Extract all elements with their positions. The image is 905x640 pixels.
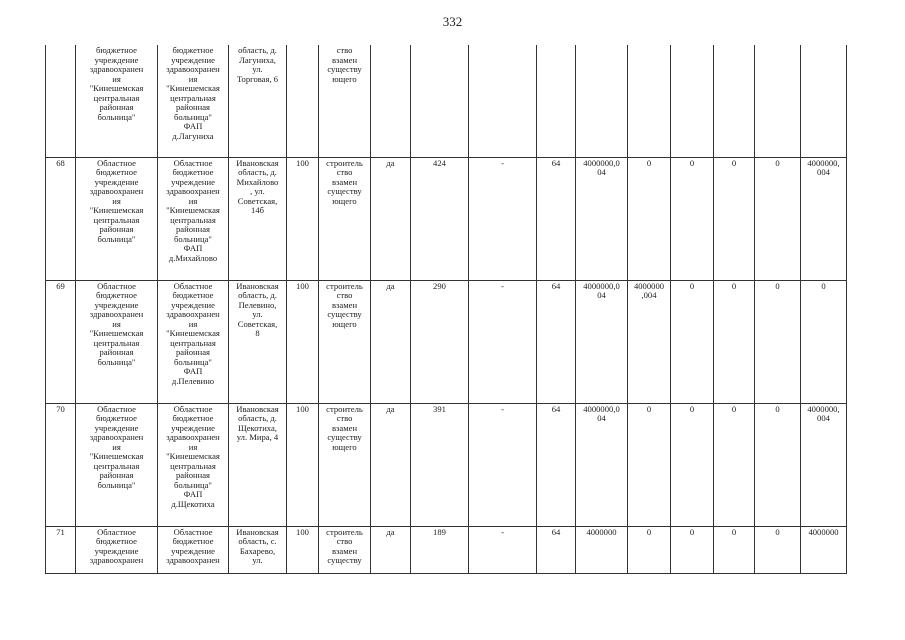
year2-cell: 0	[671, 280, 714, 403]
year2-cell	[671, 45, 714, 157]
year1-cell: 4000000 ,004	[628, 280, 671, 403]
address-cell: область, д. Лагуниха, ул. Торговая, 6	[229, 45, 287, 157]
year4-cell: 0	[755, 280, 801, 403]
dash-cell	[469, 45, 537, 157]
c64-cell: 64	[537, 526, 576, 573]
row-number: 71	[46, 526, 76, 573]
year5-cell: 0	[801, 280, 847, 403]
count-cell: 290	[411, 280, 469, 403]
year2-cell: 0	[671, 526, 714, 573]
year5-cell: 4000000, 004	[801, 157, 847, 280]
page-number: 332	[442, 14, 463, 29]
recipient-cell: бюджетное учреждение здравоохранен ия "Кинешемская центральная районная больница"	[76, 45, 158, 157]
percent-cell	[287, 45, 319, 157]
table-row	[46, 403, 847, 526]
percent-cell: 100	[287, 403, 319, 526]
flag-cell: да	[371, 403, 411, 526]
count-cell: 189	[411, 526, 469, 573]
work-type-cell: строитель ство взамен существу ющего	[319, 403, 371, 526]
row-number	[46, 45, 76, 157]
dash-cell: -	[469, 280, 537, 403]
total-cell: 4000000,0 04	[576, 403, 628, 526]
year1-cell: 0	[628, 526, 671, 573]
recipient-cell: Областное бюджетное учреждение здравоохранен ия "Кинешемская центральная районная больница"	[76, 157, 158, 280]
year3-cell: 0	[714, 280, 755, 403]
facility-cell: Областное бюджетное учреждение здравоохранен	[158, 526, 229, 573]
total-cell: 4000000,0 04	[576, 157, 628, 280]
year1-cell: 0	[628, 157, 671, 280]
count-cell: 424	[411, 157, 469, 280]
recipient-cell: Областное бюджетное учреждение здравоохранен ия "Кинешемская центральная районная больница"	[76, 403, 158, 526]
year3-cell: 0	[714, 157, 755, 280]
year4-cell: 0	[755, 157, 801, 280]
flag-cell: да	[371, 157, 411, 280]
year3-cell: 0	[714, 403, 755, 526]
work-type-cell: строитель ство взамен существу	[319, 526, 371, 573]
total-cell: 4000000,0 04	[576, 280, 628, 403]
c64-cell: 64	[537, 280, 576, 403]
dash-cell: -	[469, 403, 537, 526]
year2-cell: 0	[671, 403, 714, 526]
count-cell: 391	[411, 403, 469, 526]
year4-cell: 0	[755, 526, 801, 573]
year1-cell	[628, 45, 671, 157]
address-cell: Ивановская область, д. Щекотиха, ул. Мира, 4	[229, 403, 287, 526]
percent-cell: 100	[287, 526, 319, 573]
address-cell: Ивановская область, д. Пелевино, ул. Советская, 8	[229, 280, 287, 403]
percent-cell: 100	[287, 280, 319, 403]
year5-cell: 4000000	[801, 526, 847, 573]
table-row	[46, 45, 847, 157]
year4-cell: 0	[755, 403, 801, 526]
year4-cell	[755, 45, 801, 157]
table-row	[46, 526, 847, 573]
year1-cell: 0	[628, 403, 671, 526]
recipient-cell: Областное бюджетное учреждение здравоохранен ия "Кинешемская центральная районная больница"	[76, 280, 158, 403]
year3-cell	[714, 45, 755, 157]
table-row	[46, 157, 847, 280]
flag-cell: да	[371, 526, 411, 573]
row-number: 69	[46, 280, 76, 403]
data-table	[45, 45, 847, 574]
address-cell: Ивановская область, д. Михайлово , ул. Советская, 14б	[229, 157, 287, 280]
dash-cell: -	[469, 157, 537, 280]
c64-cell: 64	[537, 403, 576, 526]
flag-cell	[371, 45, 411, 157]
c64-cell: 64	[537, 157, 576, 280]
work-type-cell: строитель ство взамен существу ющего	[319, 280, 371, 403]
facility-cell: бюджетное учреждение здравоохранен ия "Кинешемская центральная районная больница" ФАП д.Лагуниха	[158, 45, 229, 157]
row-number: 68	[46, 157, 76, 280]
facility-cell: Областное бюджетное учреждение здравоохранен ия "Кинешемская центральная районная больница" ФАП д.Пелевино	[158, 280, 229, 403]
c64-cell	[537, 45, 576, 157]
flag-cell: да	[371, 280, 411, 403]
facility-cell: Областное бюджетное учреждение здравоохранен ия "Кинешемская центральная районная больница" ФАП д.Михайлово	[158, 157, 229, 280]
year2-cell: 0	[671, 157, 714, 280]
work-type-cell: строитель ство взамен существу ющего	[319, 157, 371, 280]
table-row	[46, 280, 847, 403]
row-number: 70	[46, 403, 76, 526]
total-cell: 4000000	[576, 526, 628, 573]
percent-cell: 100	[287, 157, 319, 280]
count-cell	[411, 45, 469, 157]
facility-cell: Областное бюджетное учреждение здравоохранен ия "Кинешемская центральная районная больница" ФАП д.Щекотиха	[158, 403, 229, 526]
dash-cell: -	[469, 526, 537, 573]
address-cell: Ивановская область, с. Бахарево, ул.	[229, 526, 287, 573]
total-cell	[576, 45, 628, 157]
work-type-cell: ство взамен существу ющего	[319, 45, 371, 157]
year5-cell: 4000000, 004	[801, 403, 847, 526]
year3-cell: 0	[714, 526, 755, 573]
year5-cell	[801, 45, 847, 157]
recipient-cell: Областное бюджетное учреждение здравоохранен	[76, 526, 158, 573]
